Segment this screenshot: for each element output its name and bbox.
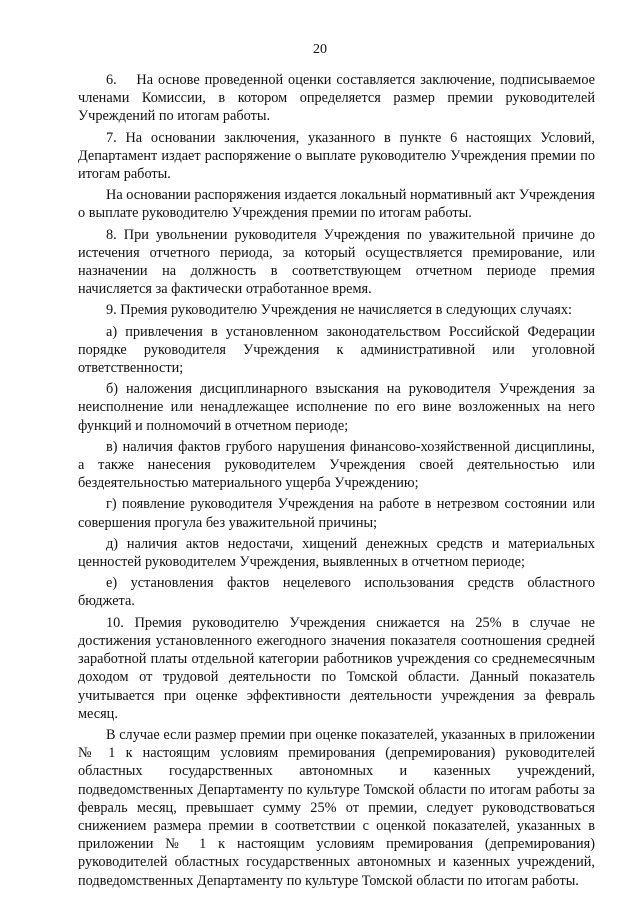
paragraph-7-continuation: На основании распоряжения издается локальный нормативный акт Учреждения о выплате руководителю Учреждения премии по итогам работы. (78, 187, 595, 222)
paragraph-9-item-v: в) наличия фактов грубого нарушения финансово-хозяйственной дисциплины, а также нанесения руководителем Учреждения своей деятельностью или бездеятельностью материального ущерба Учреждению; (78, 438, 595, 492)
document-body (78, 71, 595, 893)
paragraph-6: 6. На основе проведенной оценки составляется заключение, подписываемое членами Комиссии, в котором определяется размер премии руководителей Учреждений по итогам работы. (78, 72, 595, 125)
paragraph-10: 10. Премия руководителю Учреждения снижается на 25% в случае не достижения установленного ежегодного значения показателя соотношения средней заработной платы отдельной категории работников учреждения со среднемесячным доходом от трудовой деятельности по Томской области. Данный показатель учитывается при оценке эффективности деятельности учреждения за февраль месяц. (78, 614, 595, 722)
paragraph-7: 7. На основании заключения, указанного в пункте 6 настоящих Условий, Департамент издает распоряжение о выплате руководителю Учреждения премии по итогам работы. (78, 129, 595, 183)
paragraph-9-item-e: е) установления фактов нецелевого использования средств областного бюджета. (78, 575, 595, 610)
paragraph-9-item-a: а) привлечения в установленном законодательством Российской Федерации порядке руководителя Учреждения к административной или уголовной ответственности; (78, 323, 595, 377)
paragraph-9: 9. Премия руководителю Учреждения не начисляется в следующих случаях: (106, 302, 572, 319)
page-number: 20 (313, 42, 327, 57)
paragraph-10-continuation: В случае если размер премии при оценке показателей, указанных в приложении № 1 к настоящим условиям премирования (депремирования) руководителей областных государственных автономных и казенных учреждений, подведомственных Департаменту по культуре Томской области по итогам работы за февраль месяц, превышает сумму 25% от премии, следует руководствоваться снижением размера премии в соответствии с оценкой показателей, указанных в приложении № 1 к настоящим условиям премирования (депремирования) руководителей областных государственных автономных и казенных учреждений, подведомственных Департаменту по культуре Томской области по итогам работы. (78, 726, 595, 889)
paragraph-9-item-g: г) появление руководителя Учреждения на работе в нетрезвом состоянии или совершения прогула без уважительной причины; (78, 496, 595, 531)
paragraph-9-item-b: б) наложения дисциплинарного взыскания на руководителя Учреждения за неисполнение или ненадлежащее исполнение по его вине возложенных на него функций и полномочий в отчетном периоде; (78, 381, 595, 434)
paragraph-9-item-d: д) наличия актов недостачи, хищений денежных средств и материальных ценностей руководителем Учреждения, выявленных в отчетном периоде; (78, 535, 595, 571)
paragraph-8: 8. При увольнении руководителя Учреждения по уважительной причине до истечения отчетного периода, за который осуществляется премирование, или назначении на должность в соответствующем отчетном периоде премия начисляется за фактически отработанное время. (78, 226, 595, 298)
